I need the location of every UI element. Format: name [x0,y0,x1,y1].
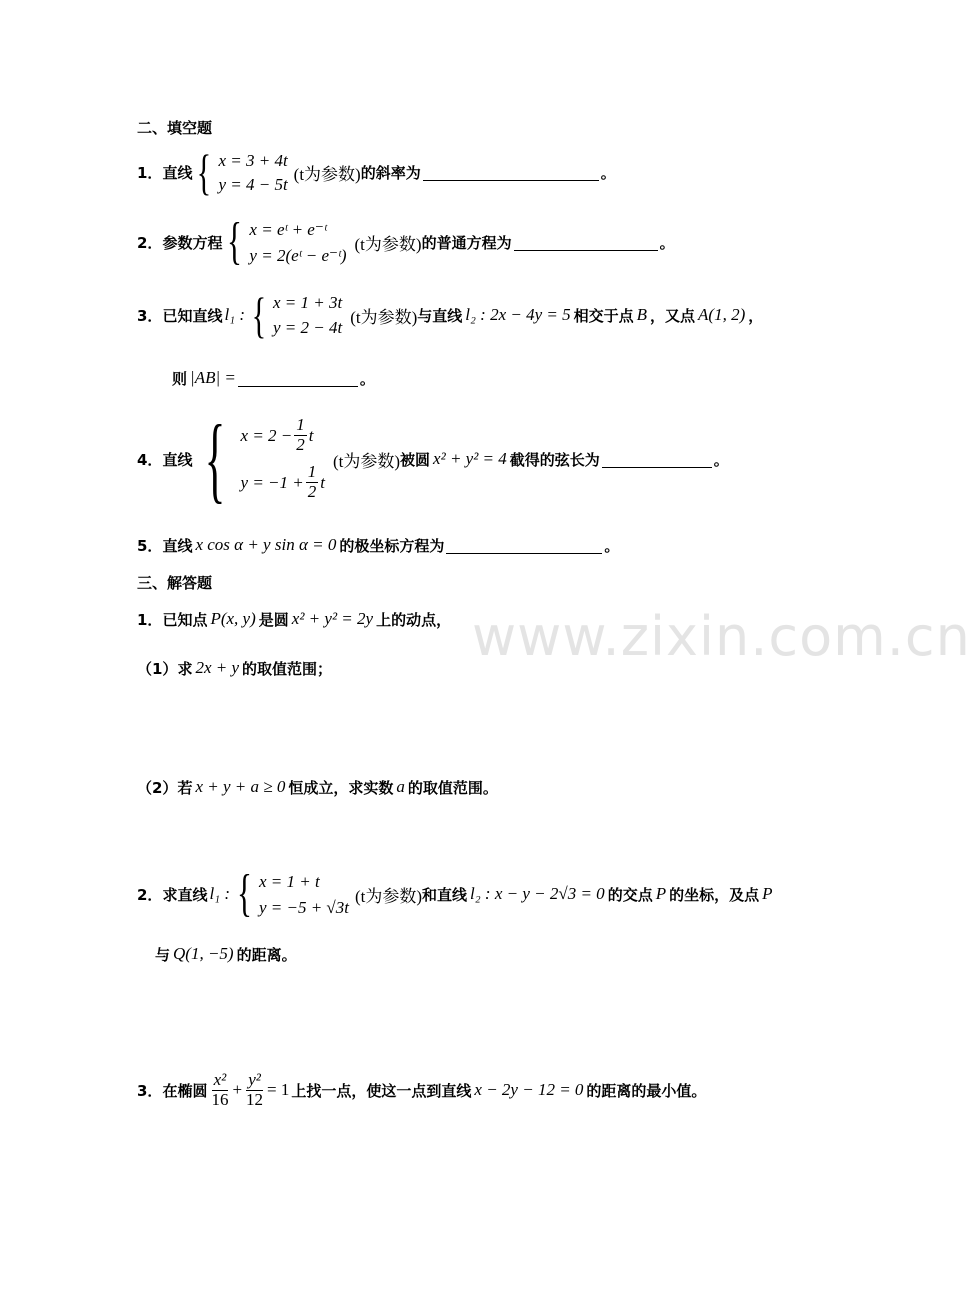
question-number: 2． [137,233,163,252]
equation-system: { x = 2 − $\frac{1}{2}$ t y = −1 + $\frac{1}{2}$ t [205,405,325,512]
question-number: 4． [137,450,163,469]
question-2-3: 3． 已知直线 l₁ : { x = 1 + 3t y = 2 − 4t (t为参数) 与直线 l₂ : 2x − 4y = 5 相交于点 B ，又点 A(1, 2) ， [137,287,764,343]
equation-system: { x = 1 + t y = −5 + √3t [236,865,349,922]
question-number: 1． [137,163,163,182]
answer-blank[interactable] [446,537,602,554]
question-number: 1． [137,610,163,629]
question-2-5: 5． 直线 x cos α + y sin α = 0 的极坐标方程为 。 [137,535,620,555]
answer-blank[interactable] [602,451,712,468]
answer-blank[interactable] [423,164,599,181]
equation-system: { x = 1 + 3t y = 2 − 4t [251,287,343,343]
fraction: $\frac{\text{y²}}{12}$ [246,1069,264,1109]
section-title-solve: 三、解答题 [137,574,213,592]
question-2-2: 2． 参数方程 { x = eᵗ + e⁻ᵗ y = 2(eᵗ − e⁻ᵗ) (t为参数) 的普通方程为 。 [137,213,675,270]
section-title-fill-blank: 二、填空题 [137,119,213,137]
question-2-3-line2: 则 |AB| = 。 [172,368,375,388]
question-number: 5． [137,536,163,555]
question-3-2-line2: 与 Q(1, −5) 的距离。 [155,944,297,964]
question-2-4: 4． 直线 { x = 2 − $\frac{1}{2}$ t y = −1 + $\frac{1}{2}$ t (t为参数) 被圆 x² + y² = 4 截得的弦长为 。 [137,405,729,512]
question-number: 3． [137,306,163,325]
question-3-2: 2． 求直线 l₁ : { x = 1 + t y = −5 + √3t (t为参数) 和直线 l₂ : x − y − 2√3 = 0 的交点 P 的坐标，及点 P [137,865,773,922]
answer-blank[interactable] [514,234,658,251]
question-3-1: 1． 已知点 P(x, y) 是圆 x² + y² = 2y 上的动点， [137,609,452,629]
fraction: $\frac{\text{x²}}{16}$ [211,1069,229,1109]
question-number: 2． [137,885,163,904]
equation-system: { x = 3 + 4t y = 4 − 5t [197,144,288,200]
question-3-1-part-2: （2） 若 x + y + a ≥ 0 恒成立，求实数 a 的取值范围。 [137,777,498,797]
watermark: www.zixin.com.cn [472,605,971,668]
question-3-1-part-1: （1） 求 2x + y 的取值范围； [137,658,333,678]
question-number: 3． [137,1081,163,1100]
answer-blank[interactable] [238,370,358,387]
question-3-3: 3． 在椭圆 $\frac{\text{x²}}{16}$ + $\frac{\text{y²}}{12}$ = 1 上找一点，使这一点到直线 x − 2y − 12 = 0 的距离的最小值。 [137,1069,707,1109]
equation-system: { x = eᵗ + e⁻ᵗ y = 2(eᵗ − e⁻ᵗ) [227,213,347,270]
question-2-1: 1． 直线 { x = 3 + 4t y = 4 − 5t (t为参数) 的斜率为 。 [137,144,616,200]
